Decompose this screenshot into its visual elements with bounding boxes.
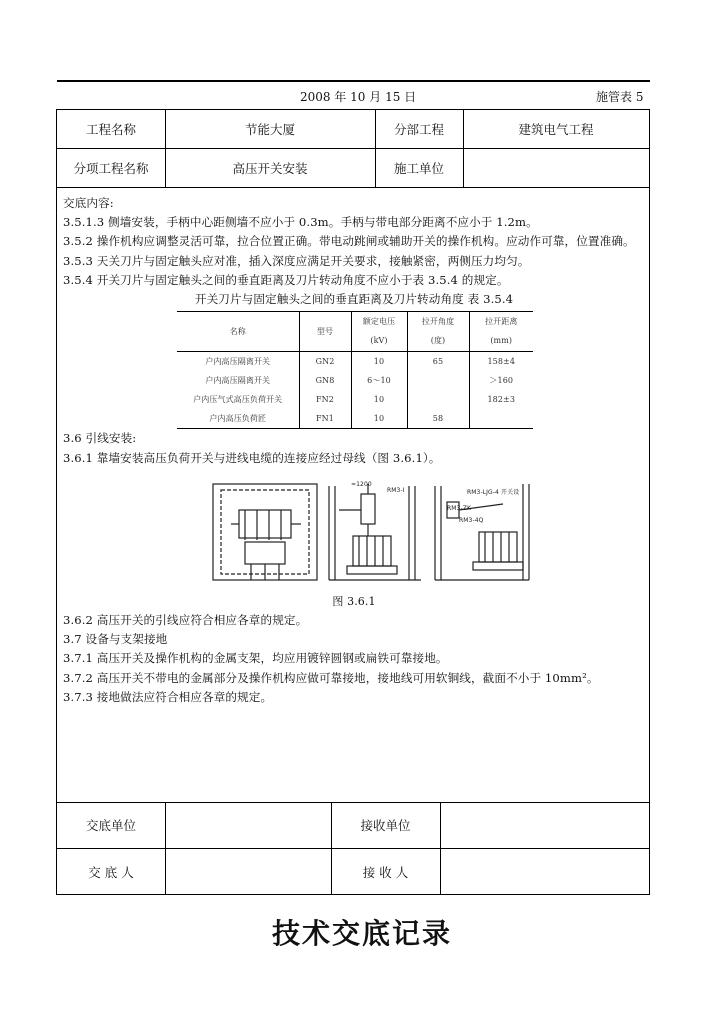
issuer-label: 交 底 人: [88, 864, 134, 880]
header-model: 型号: [299, 312, 351, 351]
header-angle: 拉开角度: [407, 312, 469, 332]
clause-3-5-3: 3.5.3 天关刀片与固定触头应对准，插入深度应满足开关要求，接触紧密，两侧压力均匀。: [63, 253, 530, 268]
receiver-unit-label: 接收单位: [360, 818, 411, 833]
header-name: 名称: [177, 312, 299, 351]
label-rm3-4q: RM3-4Q: [459, 516, 484, 524]
clause-3-6-1: 3.6.1 靠墙安装高压负荷开关与进线电缆的连接应经过母线（图 3.6.1）。: [63, 450, 441, 465]
table-title: 开关刀片与固定触头之间的垂直距离及刀片转动角度 表 3.5.4: [194, 292, 514, 307]
contractor-label: 施工单位: [393, 160, 444, 176]
clause-3-7-2: 3.7.2 高压开关不带电的金属部分及操作机构应做可靠接地，接地线可用软铜线，截面不小于 10mm²。: [63, 670, 599, 685]
subitem-value: 高压开关安装: [232, 160, 308, 176]
label-rm3-i: RM3-I: [387, 486, 405, 494]
figure-3-6-1: [211, 480, 541, 592]
record-date: 2008 年 10 月 15 日: [300, 90, 417, 104]
cell-distance: ＞160: [489, 375, 514, 385]
division-label: 分部工程: [393, 122, 444, 137]
clause-3-6: 3.6 引线安装:: [63, 431, 137, 446]
project-name-value: 节能大厦: [244, 122, 295, 137]
document-title: 技术交底记录: [271, 917, 452, 950]
cell-name: 户内高压隔离开关: [177, 371, 299, 390]
clause-3-6-2: 3.6.2 高压开关的引线应符合相应各章的规定。: [63, 613, 308, 628]
label-rm3-zk: RM3-ZK: [447, 504, 471, 512]
cell-distance: 182±3: [487, 395, 516, 405]
row-divider: [57, 187, 649, 188]
cell-voltage: 10: [351, 390, 407, 409]
header-rule: [57, 80, 650, 82]
cell-name: 户内压气式高压负荷开关: [177, 390, 299, 409]
clause-3-5-2: 3.5.2 操作机构应调整灵活可靠，拉合位置正确。带电动跳闸或辅助开关的操作机构。应动作可靠，位置准确。: [63, 234, 635, 249]
briefing-content: [63, 194, 645, 707]
cell-distance: [469, 409, 533, 429]
record-form: [56, 109, 650, 895]
header-voltage: 额定电压: [351, 312, 407, 332]
wiring-diagram: [211, 480, 541, 592]
form-number: 施管表 5: [596, 90, 644, 104]
cell-model: GN2: [299, 351, 351, 371]
table-row: [177, 351, 533, 371]
cell-model: GN8: [299, 371, 351, 390]
clause-3-7: 3.7 设备与支架接地: [63, 632, 168, 647]
issuer-unit-label: 交底单位: [85, 818, 136, 833]
table-row: [177, 409, 533, 429]
cell-angle: [407, 371, 469, 390]
cell-name: 户内高压负荷匠: [177, 409, 299, 429]
figure-caption: 图 3.6.1: [332, 594, 376, 608]
clause-3-5-4: 3.5.4 开关刀片与固定触头之间的垂直距离及刀片转动角度不应小于表 3.5.4 的规定。: [63, 272, 509, 287]
unit-angle: (度): [407, 331, 469, 351]
unit-voltage: (kV): [351, 331, 407, 351]
cell-angle: 65: [407, 351, 469, 371]
receiver-label: 接 收 人: [362, 864, 409, 880]
clause-3-7-1: 3.7.1 高压开关及操作机构的金属支架，均应用镀锌圆钢或扁铁可靠接地。: [63, 651, 448, 666]
cell-angle: 58: [407, 409, 469, 429]
col-divider: [165, 802, 166, 895]
col-divider: [440, 802, 441, 895]
cell-angle: [407, 390, 469, 409]
subitem-label: 分项工程名称: [73, 160, 149, 176]
cell-voltage: 6～10: [351, 371, 407, 390]
cell-model: FN2: [299, 390, 351, 409]
table-row: [177, 371, 533, 390]
unit-distance: (mm): [469, 331, 533, 351]
table-row: [177, 390, 533, 409]
project-name-label: 工程名称: [85, 122, 136, 137]
division-value: 建筑电气工程: [518, 122, 594, 137]
cell-distance: 158±4: [487, 356, 516, 366]
cell-voltage: 10: [351, 351, 407, 371]
label-dimension: ≈1200: [351, 480, 372, 488]
cell-voltage: 10: [351, 409, 407, 429]
content-heading: 交底内容:: [63, 196, 114, 210]
clause-3-7-3: 3.7.3 接地做法应符合相应各章的规定。: [63, 689, 273, 704]
label-rm3-ljg: RM3-LJG-4 开关设: [467, 488, 520, 496]
clause-3-5-1-3: 3.5.1.3 侧墙安装，手柄中心距侧墙不应小于 0.3m。手柄与带电部分距离不应小于 1.2m。: [63, 215, 538, 230]
spec-table: [177, 311, 533, 429]
cell-name: 户内高压隔离开关: [177, 351, 299, 371]
header-distance: 拉开距离: [469, 312, 533, 332]
contractor-value: [463, 148, 649, 187]
cell-model: FN1: [299, 409, 351, 429]
